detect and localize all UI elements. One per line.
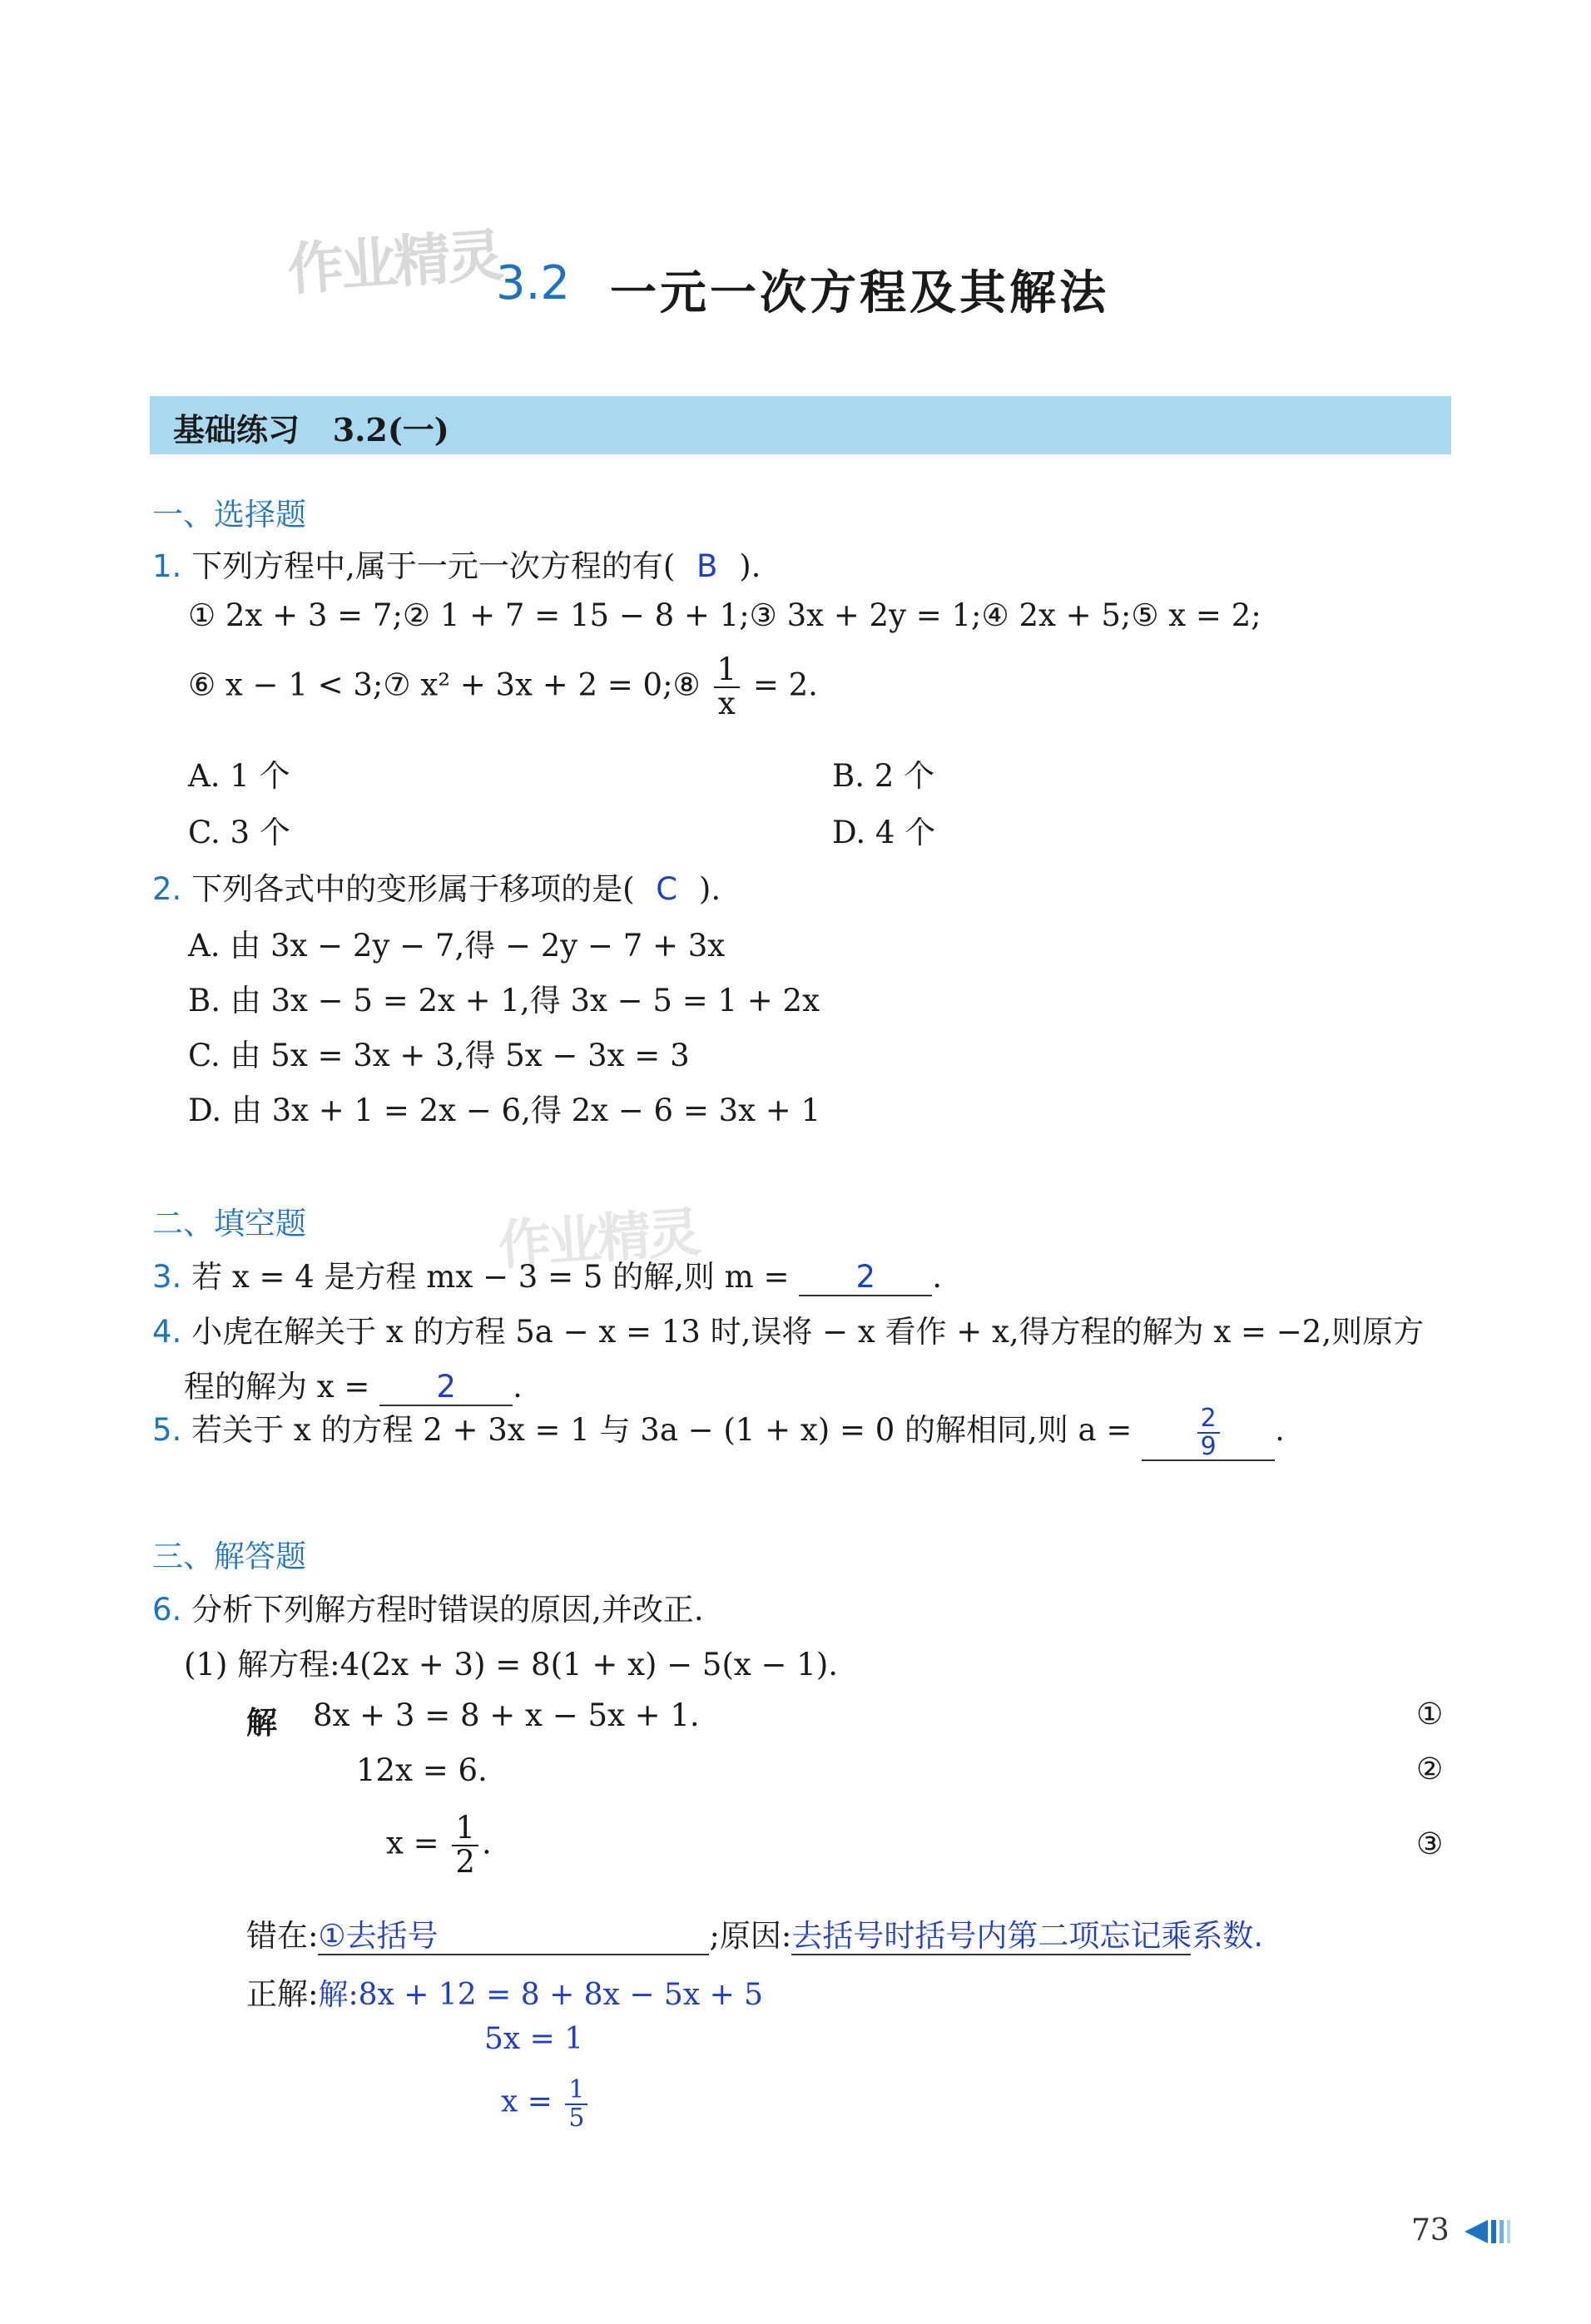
- section-title-solve: 三、解答题: [152, 1539, 306, 1574]
- answer-choice: B: [696, 548, 718, 584]
- option-a: A. 由 3x − 2y − 7,得 − 2y − 7 + 3x: [188, 928, 726, 964]
- answer-text: 2: [855, 1259, 876, 1295]
- correct-step-1: 解:8x + 12 = 8 + 8x − 5x + 5: [318, 1978, 764, 2012]
- question-number: 6.: [152, 1592, 182, 1628]
- band-title: [173, 404, 449, 450]
- question-stem: 分析下列解方程时错误的原因,并改正.: [191, 1592, 704, 1628]
- fraction-denominator: 5: [568, 2103, 585, 2133]
- solution-step-2: 12x = 6.: [356, 1752, 488, 1788]
- band-label: 基础练习: [173, 411, 300, 448]
- correct-step-3: [501, 2077, 591, 2131]
- correct-label: 正解:: [246, 1976, 319, 2012]
- error-blank: [318, 1920, 709, 1955]
- q6-part1: (1) 解方程:4(2x + 3) = 8(1 + x) − 5(x − 1).: [184, 1647, 839, 1682]
- fraction: [452, 1812, 478, 1879]
- option-c: C. 由 5x = 3x + 3,得 5x − 3x = 3: [188, 1038, 690, 1073]
- step-text: x =: [386, 1825, 439, 1861]
- answer-choice: C: [656, 871, 678, 907]
- fraction: [714, 654, 741, 721]
- question-1: [152, 541, 761, 586]
- question-4-line2: [184, 1361, 523, 1406]
- question-stem-end: ).: [739, 548, 761, 584]
- correct-line-1: [246, 1969, 763, 2014]
- question-6: [152, 1584, 704, 1629]
- step-end: .: [481, 1825, 492, 1861]
- band-code: 3.2(一): [332, 411, 449, 448]
- fraction-numerator: 1: [714, 654, 741, 688]
- answer-blank: [799, 1261, 932, 1296]
- option-b: B. 2 个: [832, 758, 935, 794]
- question-end: .: [932, 1259, 943, 1295]
- question-number: 5.: [152, 1412, 182, 1448]
- fraction-numerator: 2: [1197, 1405, 1220, 1434]
- question-text: 小虎在解关于 x 的方程 5a − x = 13 时,误将 − x 看作 + x,得方程的解为 x = −2,则原方: [191, 1314, 1425, 1350]
- section-title-fill: 二、填空题: [152, 1206, 306, 1241]
- question-number: 1.: [152, 548, 182, 584]
- question-3: [152, 1251, 942, 1296]
- question-stem-end: ).: [698, 871, 721, 907]
- question-2: [152, 864, 721, 909]
- fraction-denominator: 2: [455, 1843, 475, 1880]
- section-title-choice: 一、选择题: [152, 497, 306, 533]
- error-label: 错在:: [246, 1918, 319, 1954]
- q1-items-line2: [188, 654, 818, 721]
- q1-items-text: ⑥ x − 1 < 3;⑦ x² + 3x + 2 = 0;⑧: [188, 666, 701, 703]
- watermark-logo: 作业精灵: [285, 223, 503, 304]
- fraction: [565, 2077, 587, 2131]
- solution-label: 解: [246, 1705, 277, 1741]
- triangle-bars-icon: [1465, 2217, 1514, 2247]
- question-number: 2.: [152, 871, 182, 907]
- question-end: .: [513, 1369, 523, 1405]
- step-marker-2: ②: [1416, 1752, 1444, 1786]
- question-text: 若 x = 4 是方程 mx − 3 = 5 的解,则 m =: [191, 1259, 790, 1295]
- question-4: [152, 1306, 1424, 1351]
- question-stem: 下列各式中的变形属于移项的是(: [191, 871, 635, 907]
- solution-step-3: [386, 1812, 492, 1879]
- page-number: 73: [1411, 2213, 1450, 2247]
- chapter-title: 一元一次方程及其解法: [610, 266, 1109, 320]
- question-number: 4.: [152, 1314, 182, 1350]
- question-stem: 下列方程中,属于一元一次方程的有(: [191, 548, 676, 584]
- reason-answer: 去括号时括号内第二项忘记乘系数.: [791, 1918, 1264, 1954]
- question-5: [152, 1405, 1285, 1461]
- q1-items-line1: ① 2x + 3 = 7;② 1 + 7 = 15 − 8 + 1;③ 3x + 2y = 1;④ 2x + 5;⑤ x = 2;: [188, 597, 1261, 633]
- error-line: [246, 1910, 1264, 1955]
- answer-blank: [1142, 1405, 1275, 1461]
- answer-blank: [379, 1370, 513, 1406]
- correct-step-2: 5x = 1: [484, 2022, 584, 2056]
- question-text: 若关于 x 的方程 2 + 3x = 1 与 3a − (1 + x) = 0 的解相同,则 a =: [191, 1412, 1133, 1448]
- question-text: 程的解为 x =: [184, 1369, 370, 1405]
- fraction-numerator: 1: [565, 2077, 587, 2105]
- answer-text: 2: [436, 1369, 456, 1405]
- step-text: x =: [501, 2084, 553, 2119]
- step-marker-3: ③: [1416, 1827, 1444, 1861]
- option-d: D. 4 个: [832, 815, 936, 850]
- step-marker-1: ①: [1416, 1697, 1444, 1732]
- q1-items-end: = 2.: [752, 666, 818, 703]
- reason-label: ;原因:: [709, 1918, 792, 1954]
- question-number: 3.: [152, 1259, 182, 1295]
- chapter-number: 3.2: [496, 256, 571, 310]
- watermark-logo: 作业精灵: [496, 1202, 700, 1278]
- option-b: B. 由 3x − 5 = 2x + 1,得 3x − 5 = 1 + 2x: [188, 983, 820, 1018]
- solution-step-1: 8x + 3 = 8 + x − 5x + 1.: [313, 1697, 700, 1733]
- option-a: A. 1 个: [188, 758, 290, 794]
- reason-blank: [791, 1918, 1264, 1955]
- question-end: .: [1275, 1412, 1285, 1448]
- error-answer: ①去括号: [318, 1918, 439, 1954]
- option-d: D. 由 3x + 1 = 2x − 6,得 2x − 6 = 3x + 1: [188, 1093, 821, 1128]
- option-c: C. 3 个: [188, 815, 290, 850]
- fraction-numerator: 1: [452, 1812, 478, 1846]
- fraction-denominator: 9: [1200, 1431, 1217, 1461]
- fraction-denominator: x: [717, 685, 736, 721]
- answer-fraction: [1197, 1405, 1220, 1459]
